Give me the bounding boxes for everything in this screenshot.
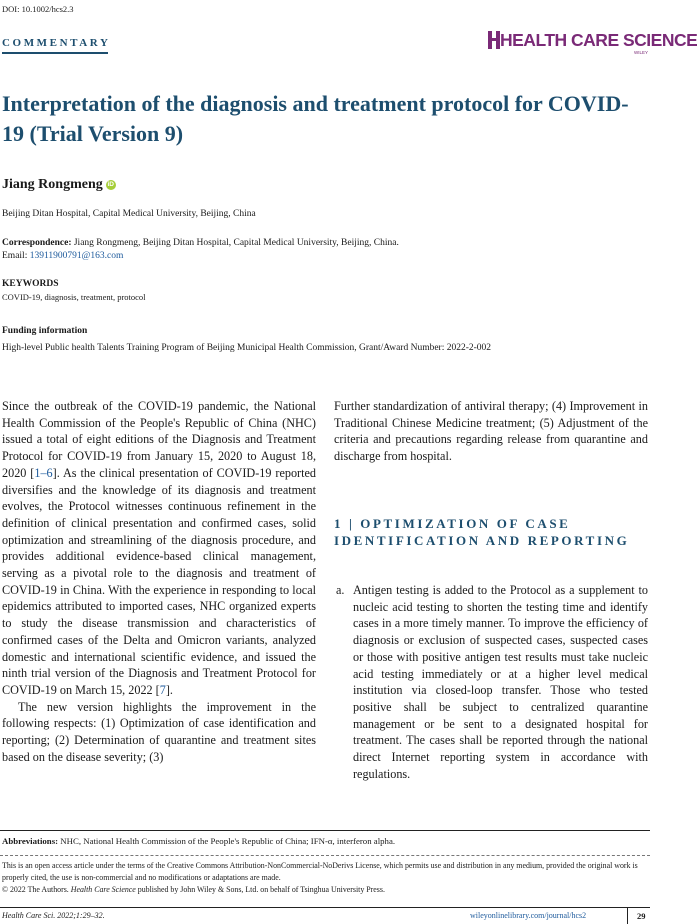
- journal-logo[interactable]: [488, 30, 697, 58]
- page-number: 29: [637, 911, 646, 921]
- correspondence: [2, 237, 399, 263]
- reference-link[interactable]: 7: [159, 682, 166, 697]
- page-number-divider: [627, 907, 628, 924]
- intro-text-2: ]. As the clinical presentation of COVID-19 reported diversifies and the knowledge of its diagnosis and treatment evolves, the Protocol witnesses continuous refinement in the definition of clinical presentation and confirmed cases, solid optimization and streamlining of the diagnosis procedure, and provides additional evidence-based clinical management, serving as a pivotal role to the diagnosis and treatment of COVID-19 in China. With the experience in responding to local epidemics attributed to imported cases, NHC organized experts to study the disease transmission and characteristics of confirmed cases of the Delta and Omicron variants, analyzed domestic and international scientific evidence, and issued the ninth trial version of the Diagnosis and Treatment Protocol for COVID-19 on March 15, 2022 [: [2, 465, 316, 697]
- author-name: [2, 177, 116, 193]
- copyright-text-2: published by John Wiley & Sons, Ltd. on behalf of Tsinghua University Press.: [137, 885, 385, 894]
- email-link[interactable]: 13911900791@163.com: [29, 251, 124, 261]
- intro-paragraph: [2, 398, 316, 699]
- copyright: [2, 885, 385, 894]
- intro-text-1: Since the outbreak of the COVID-19 pandemic, the National Health Commission of the People's Republic of China (NHC) issued a total of eight editions of the Diagnosis and Treatment Protocol for COVID-19 from January 15, 2020 to August 18, 2020 [: [2, 399, 316, 480]
- list-item-text: Antigen testing is added to the Protocol as a supplement to nucleic acid testing to shorten the testing time and identify cases in a more timely manner. To improve the efficiency of diagnosis or exclusion of suspected cases, suspected cases or those with positive antigen test results must take nucleic acid testing immediately or at a higher level medical institution via closed-loop transfer. Those who tested positive shall be subject to centralized quarantine management or be sent to a designated hospital for treatment. The cases shall be reported through the national direct Internet reporting system in accordance with regulations.: [353, 583, 648, 781]
- orcid-icon[interactable]: iD: [107, 181, 114, 188]
- highlights-continued: Further standardization of antiviral therapy; (4) Improvement in Traditional Chinese Medicine treatment; (5) Adjustment of the criteria and precautions regarding release from quarantine and discharge from hospital.: [334, 399, 648, 464]
- correspondence-text: Jiang Rongmeng, Beijing Ditan Hospital, Capital Medical University, Beijing, China.: [73, 238, 399, 248]
- right-column: [334, 398, 648, 465]
- list-item: [334, 582, 648, 782]
- copyright-text-1: © 2022 The Authors.: [2, 885, 69, 894]
- doi: DOI: 10.1002/hcs2.3: [2, 4, 74, 14]
- keywords: COVID-19, diagnosis, treatment, protocol: [2, 292, 146, 302]
- footer-divider: [0, 830, 650, 831]
- citation-text: Health Care Sci. 2022;1:29–32.: [2, 911, 105, 920]
- copyright-journal: Health Care Science: [70, 885, 136, 894]
- list-item-label: a.: [336, 583, 345, 597]
- section-underline: [2, 52, 108, 54]
- funding-heading: Funding information: [2, 326, 88, 336]
- journal-logo-sub: WILEY: [633, 50, 648, 55]
- abbreviations: [2, 836, 395, 846]
- license-divider: [0, 855, 650, 856]
- correspondence-label: Correspondence:: [2, 238, 72, 248]
- reference-link[interactable]: 1–6: [34, 465, 53, 480]
- section-1-heading: 1 | OPTIMIZATION OF CASE IDENTIFICATION AND REPORTING: [334, 516, 630, 548]
- journal-website-link[interactable]: wileyonlinelibrary.com/journal/hcs2: [470, 911, 587, 920]
- journal-logo-text: HEALTH CARE SCIENCE: [500, 30, 697, 50]
- article-type-label: COMMENTARY: [2, 37, 111, 49]
- author-name-text: Jiang Rongmeng: [2, 177, 103, 192]
- affiliation: Beijing Ditan Hospital, Capital Medical University, Beijing, China: [2, 209, 256, 219]
- keywords-heading: KEYWORDS: [2, 279, 59, 289]
- email-label: Email:: [2, 251, 28, 261]
- highlights-paragraph: The new version highlights the improvement in the following respects: (1) Optimization of case identification and reporting; (2) Determination of quarantine and treatment sites based on the disease severity; (3): [2, 699, 316, 764]
- page-footer-rule: [0, 907, 650, 908]
- abbreviations-text: NHC, National Health Commission of the People's Republic of China; IFN-α, interferon alpha.: [60, 836, 396, 846]
- abbreviations-label: Abbreviations:: [2, 836, 59, 846]
- left-column: [2, 398, 316, 765]
- citation: [2, 911, 105, 920]
- funding-text: High-level Public health Talents Training Program of Beijing Municipal Health Commission, Grant/Award Number: 2022-2-002: [2, 343, 492, 353]
- article-title: Interpretation of the diagnosis and treatment protocol for COVID-19 (Trial Version 9): [2, 91, 629, 146]
- license-text: This is an open access article under the terms of the Creative Commons Attribution-NonCommercial-NoDerivs License, which permits use and distribution in any medium, provided the original work is properly cited, the use is non-commercial and no modifications or adaptations are made.: [2, 861, 638, 882]
- intro-text-3: ].: [165, 682, 173, 697]
